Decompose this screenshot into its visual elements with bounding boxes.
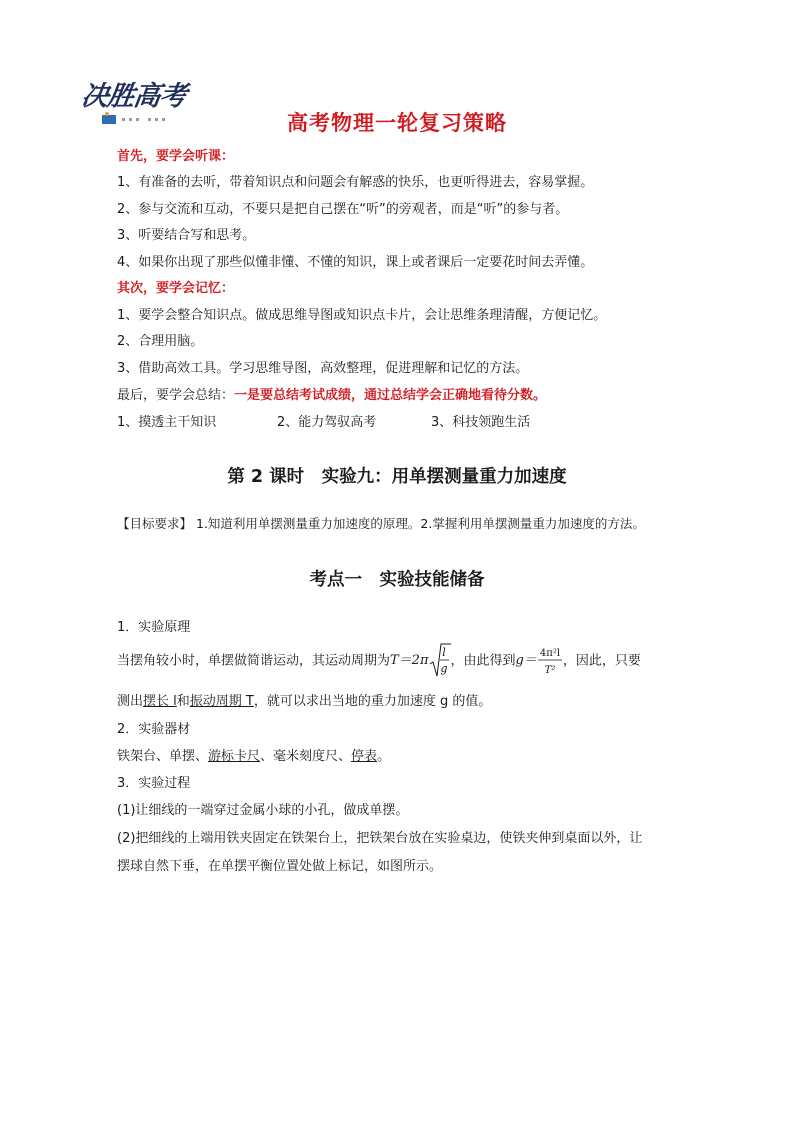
principle-text: 当摆角较小时，单摆做简谐运动，其运动周期为 <box>117 653 391 669</box>
fraction-numerator: 4π²l <box>539 647 560 659</box>
heading-memory: 其次，要学会记忆： <box>117 281 235 296</box>
heading-listen: 首先，要学会听课： <box>117 149 235 164</box>
process-step: (1)让细线的一端穿过金属小球的小孔，做成单摆。 <box>117 803 409 818</box>
process-heading: 3．实验过程 <box>117 776 191 791</box>
summary-line <box>117 384 546 403</box>
fraction-denominator: T² <box>544 664 556 676</box>
sqrt-denominator: g <box>439 661 448 675</box>
list-item: 2、参与交流和互动，不要只是把自己摆在“听”的旁观者，而是“听”的参与者。 <box>117 202 569 217</box>
underlined-term: 摆长 l <box>143 694 177 709</box>
equipment-heading: 2．实验器材 <box>117 722 191 737</box>
sqrt-numerator: l <box>441 645 446 659</box>
underlined-term: 停表 <box>351 749 378 764</box>
period-formula: T＝2π l g <box>390 641 451 681</box>
summary-red: 一是要总结考试成绩，通过总结学会正确地看待分数。 <box>234 388 547 403</box>
tip-item: 3、科技领跑生活 <box>431 415 531 430</box>
goal-requirements: 【目标要求】 1.知道利用单摆测量重力加速度的原理。2.掌握利用单摆测量重力加速度的方法。 <box>117 516 645 531</box>
underlined-term: 游标卡尺 <box>208 749 261 764</box>
sqrt-symbol <box>429 642 451 680</box>
tip-item: 1、摸透主干知识 <box>117 415 217 430</box>
principle-text: ，由此得到 <box>450 653 516 669</box>
principle-heading: 1．实验原理 <box>117 620 191 635</box>
process-step: (2)把细线的上端用铁夹固定在铁架台上，把铁架台放在实验桌边，使铁夹伸到桌面以外，让 <box>117 831 643 846</box>
principle-text: ，因此，只要 <box>562 653 641 669</box>
list-item: 2、合理用脑。 <box>117 334 204 349</box>
list-item: 4、如果你出现了那些似懂非懂、不懂的知识，课上或者课后一定要花时间去弄懂。 <box>117 255 594 270</box>
principle-line-1 <box>117 641 641 681</box>
fraction <box>537 643 563 679</box>
principle-line-2: 测出摆长 l和振动周期 T，就可以求出当地的重力加速度 g 的值。 <box>117 694 492 709</box>
logo-text: 决胜高考 <box>79 81 188 112</box>
tips-line <box>117 411 530 430</box>
page-title: 高考物理一轮复习策略 <box>287 111 507 135</box>
list-item: 3、借助高效工具。学习思维导图，高效整理，促进理解和记忆的方法。 <box>117 361 529 376</box>
section-title: 考点一 实验技能储备 <box>309 570 485 590</box>
list-item: 1、要学会整合知识点。做成思维导图或知识点卡片，会让思维条理清醒，方便记忆。 <box>117 308 607 323</box>
list-item: 3、听要结合写和思考。 <box>117 228 256 243</box>
lesson-title: 第 2 课时 实验九：用单摆测量重力加速度 <box>227 467 567 487</box>
equipment-list: 铁架台、单摆、游标卡尺、毫米刻度尺、停表。 <box>117 749 391 764</box>
list-item: 1、有准备的去听，带着知识点和问题会有解惑的快乐，也更听得进去，容易掌握。 <box>117 175 594 190</box>
gravity-formula: g＝ 4π²l T² <box>516 641 563 681</box>
tip-item: 2、能力驾驭高考 <box>277 415 377 430</box>
process-step-continued: 摆球自然下垂，在单摆平衡位置处做上标记，如图所示。 <box>117 859 443 874</box>
summary-prefix: 最后，要学会总结： <box>117 388 235 403</box>
underlined-term: 振动周期 T <box>189 694 254 709</box>
